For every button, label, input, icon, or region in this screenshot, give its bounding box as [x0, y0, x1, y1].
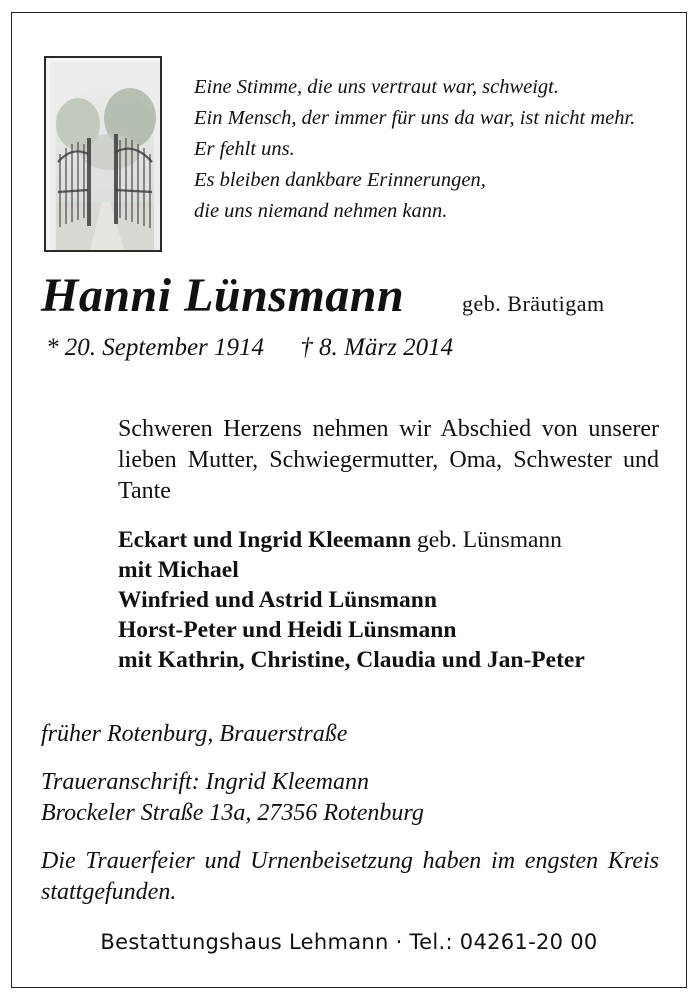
family-line	[118, 585, 585, 615]
deceased-name: Hanni Lünsmann	[41, 269, 405, 322]
life-dates	[46, 334, 453, 362]
birth-date: * 20. September 1914	[46, 334, 265, 361]
family-line	[118, 645, 585, 675]
family-names: Winfried und Astrid Lünsmann	[118, 587, 437, 613]
gate-image	[50, 62, 160, 250]
poem-line: Ein Mensch, der immer für uns da war, ist nicht mehr.	[194, 107, 636, 129]
family-names: Horst-Peter und Heidi Lünsmann	[118, 617, 457, 643]
poem-line: Es bleiben dankbare Erinnerungen,	[194, 169, 486, 191]
family-line	[118, 615, 585, 645]
poem	[194, 72, 664, 227]
former-residence: früher Rotenburg, Brauerstraße	[41, 721, 348, 747]
ceremony-note: Die Trauerfeier und Urnenbeisetzung haben im engsten Kreis stattgefunden.	[41, 848, 659, 905]
mourning-address	[41, 767, 424, 829]
family-names: mit Michael	[118, 557, 239, 583]
family-names: mit Kathrin, Christine, Claudia und Jan-Peter	[118, 647, 585, 673]
family-birth-name: geb. Lünsmann	[411, 527, 562, 553]
birth-name: geb. Bräutigam	[462, 291, 605, 316]
family-line	[118, 525, 585, 555]
family-line	[118, 555, 585, 585]
address-line: Traueranschrift: Ingrid Kleemann	[41, 769, 369, 795]
poem-line: Eine Stimme, die uns vertraut war, schweigt.	[194, 76, 559, 98]
poem-line: Er fehlt uns.	[194, 138, 295, 160]
family-names: Eckart und Ingrid Kleemann	[118, 527, 412, 553]
family-list	[118, 525, 585, 675]
funeral-home-footer: Bestattungshaus Lehmann · Tel.: 04261-20 00	[100, 930, 598, 954]
farewell-text: Schweren Herzens nehmen wir Abschied von unserer lieben Mutter, Schwiegermutter, Oma, Schwester und Tante	[118, 416, 659, 504]
death-date: † 8. März 2014	[300, 334, 454, 361]
gate-photo	[44, 56, 162, 252]
poem-line: die uns niemand nehmen kann.	[194, 200, 448, 222]
address-line: Brockeler Straße 13a, 27356 Rotenburg	[41, 800, 424, 826]
